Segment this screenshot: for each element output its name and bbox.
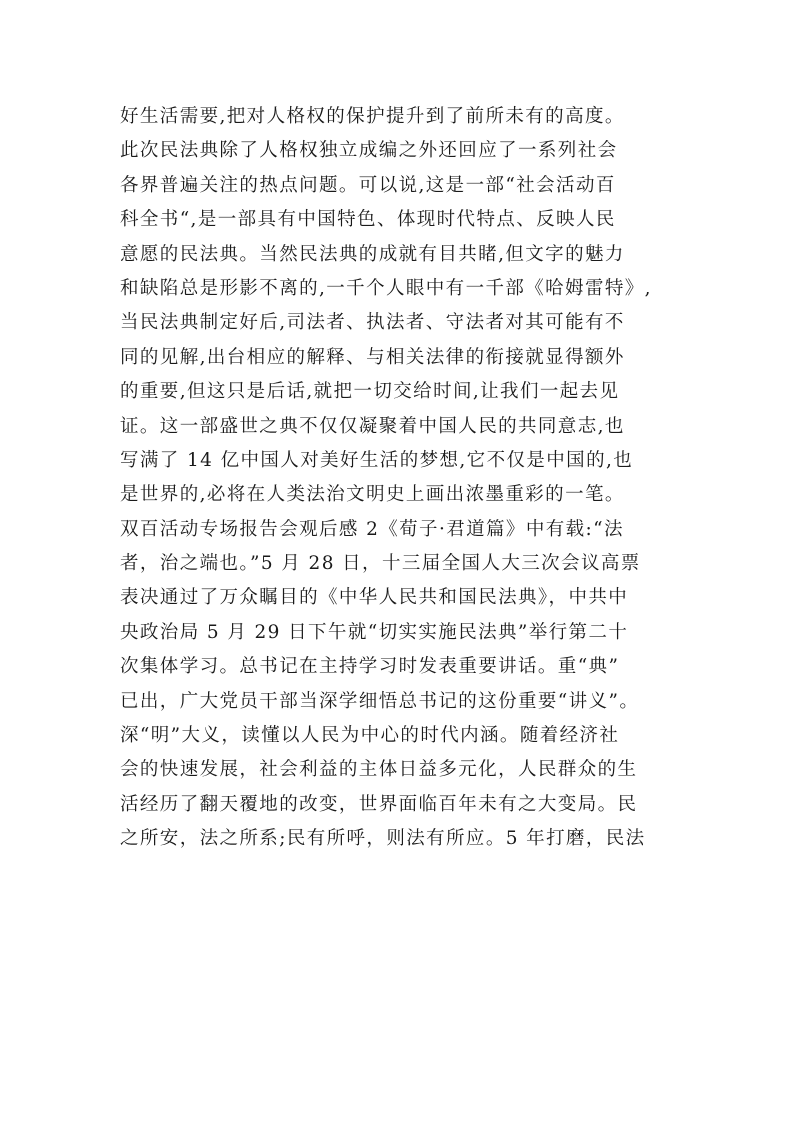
text-line: 同的见解,出台相应的解释、与相关法律的衔接就显得额外: [120, 346, 625, 368]
text-line: 此次民法典除了人格权独立成编之外还回应了一系列社会: [120, 140, 618, 162]
text-line: 是世界的,必将在人类法治文明史上画出浓墨重彩的一笔。: [120, 484, 625, 506]
text-line: 意愿的民法典。当然民法典的成就有目共睹,但文字的魅力: [120, 243, 625, 265]
text-line: 当民法典制定好后,司法者、执法者、守法者对其可能有不: [120, 312, 625, 334]
text-line: 写满了 14 亿中国人对美好生活的梦想,它不仅是中国的,也: [120, 449, 634, 471]
text-line: 次集体学习。总书记在主持学习时发表重要讲话。重“典”: [120, 656, 620, 678]
text-line: 科全书“,是一部具有中国特色、体现时代特点、反映人民: [120, 209, 616, 231]
text-line: 已出，广大党员干部当深学细悟总书记的这份重要“讲义”。: [120, 690, 640, 712]
text-line: 的重要,但这只是后话,就把一切交给时间,让我们一起去见: [120, 381, 620, 403]
text-line: 证。这一部盛世之典不仅仅凝聚着中国人民的共同意志,也: [120, 415, 625, 437]
text-line: 者，治之端也。”5 月 28 日，十三届全国人大三次会议高票: [120, 553, 641, 575]
text-line: 双百活动专场报告会观后感 2《荀子·君道篇》中有载:“法: [120, 518, 624, 540]
text-line: 活经历了翻天覆地的改变，世界面临百年未有之大变局。民: [120, 793, 638, 815]
text-line: 之所安，法之所系;民有所呼，则法有所应。5 年打磨，民法: [120, 828, 646, 850]
text-line: 各界普遍关注的热点问题。可以说,这是一部“社会活动百: [120, 174, 616, 196]
text-line: 深“明”大义，读懂以人民为中心的时代内涵。随着经济社: [120, 725, 620, 747]
text-line: 央政治局 5 月 29 日下午就“切实实施民法典”举行第二十: [120, 621, 629, 643]
text-line: 好生活需要,把对人格权的保护提升到了前所未有的高度。: [120, 106, 625, 127]
text-line: 表决通过了万众瞩目的《中华人民共和国民法典》，中共中: [120, 587, 629, 609]
body-text: [120, 100, 680, 857]
text-line: 会的快速发展，社会利益的主体日益多元化，人民群众的生: [120, 759, 638, 781]
text-line: 和缺陷总是形影不离的,一千个人眼中有一千部《哈姆雷特》,: [120, 277, 652, 299]
